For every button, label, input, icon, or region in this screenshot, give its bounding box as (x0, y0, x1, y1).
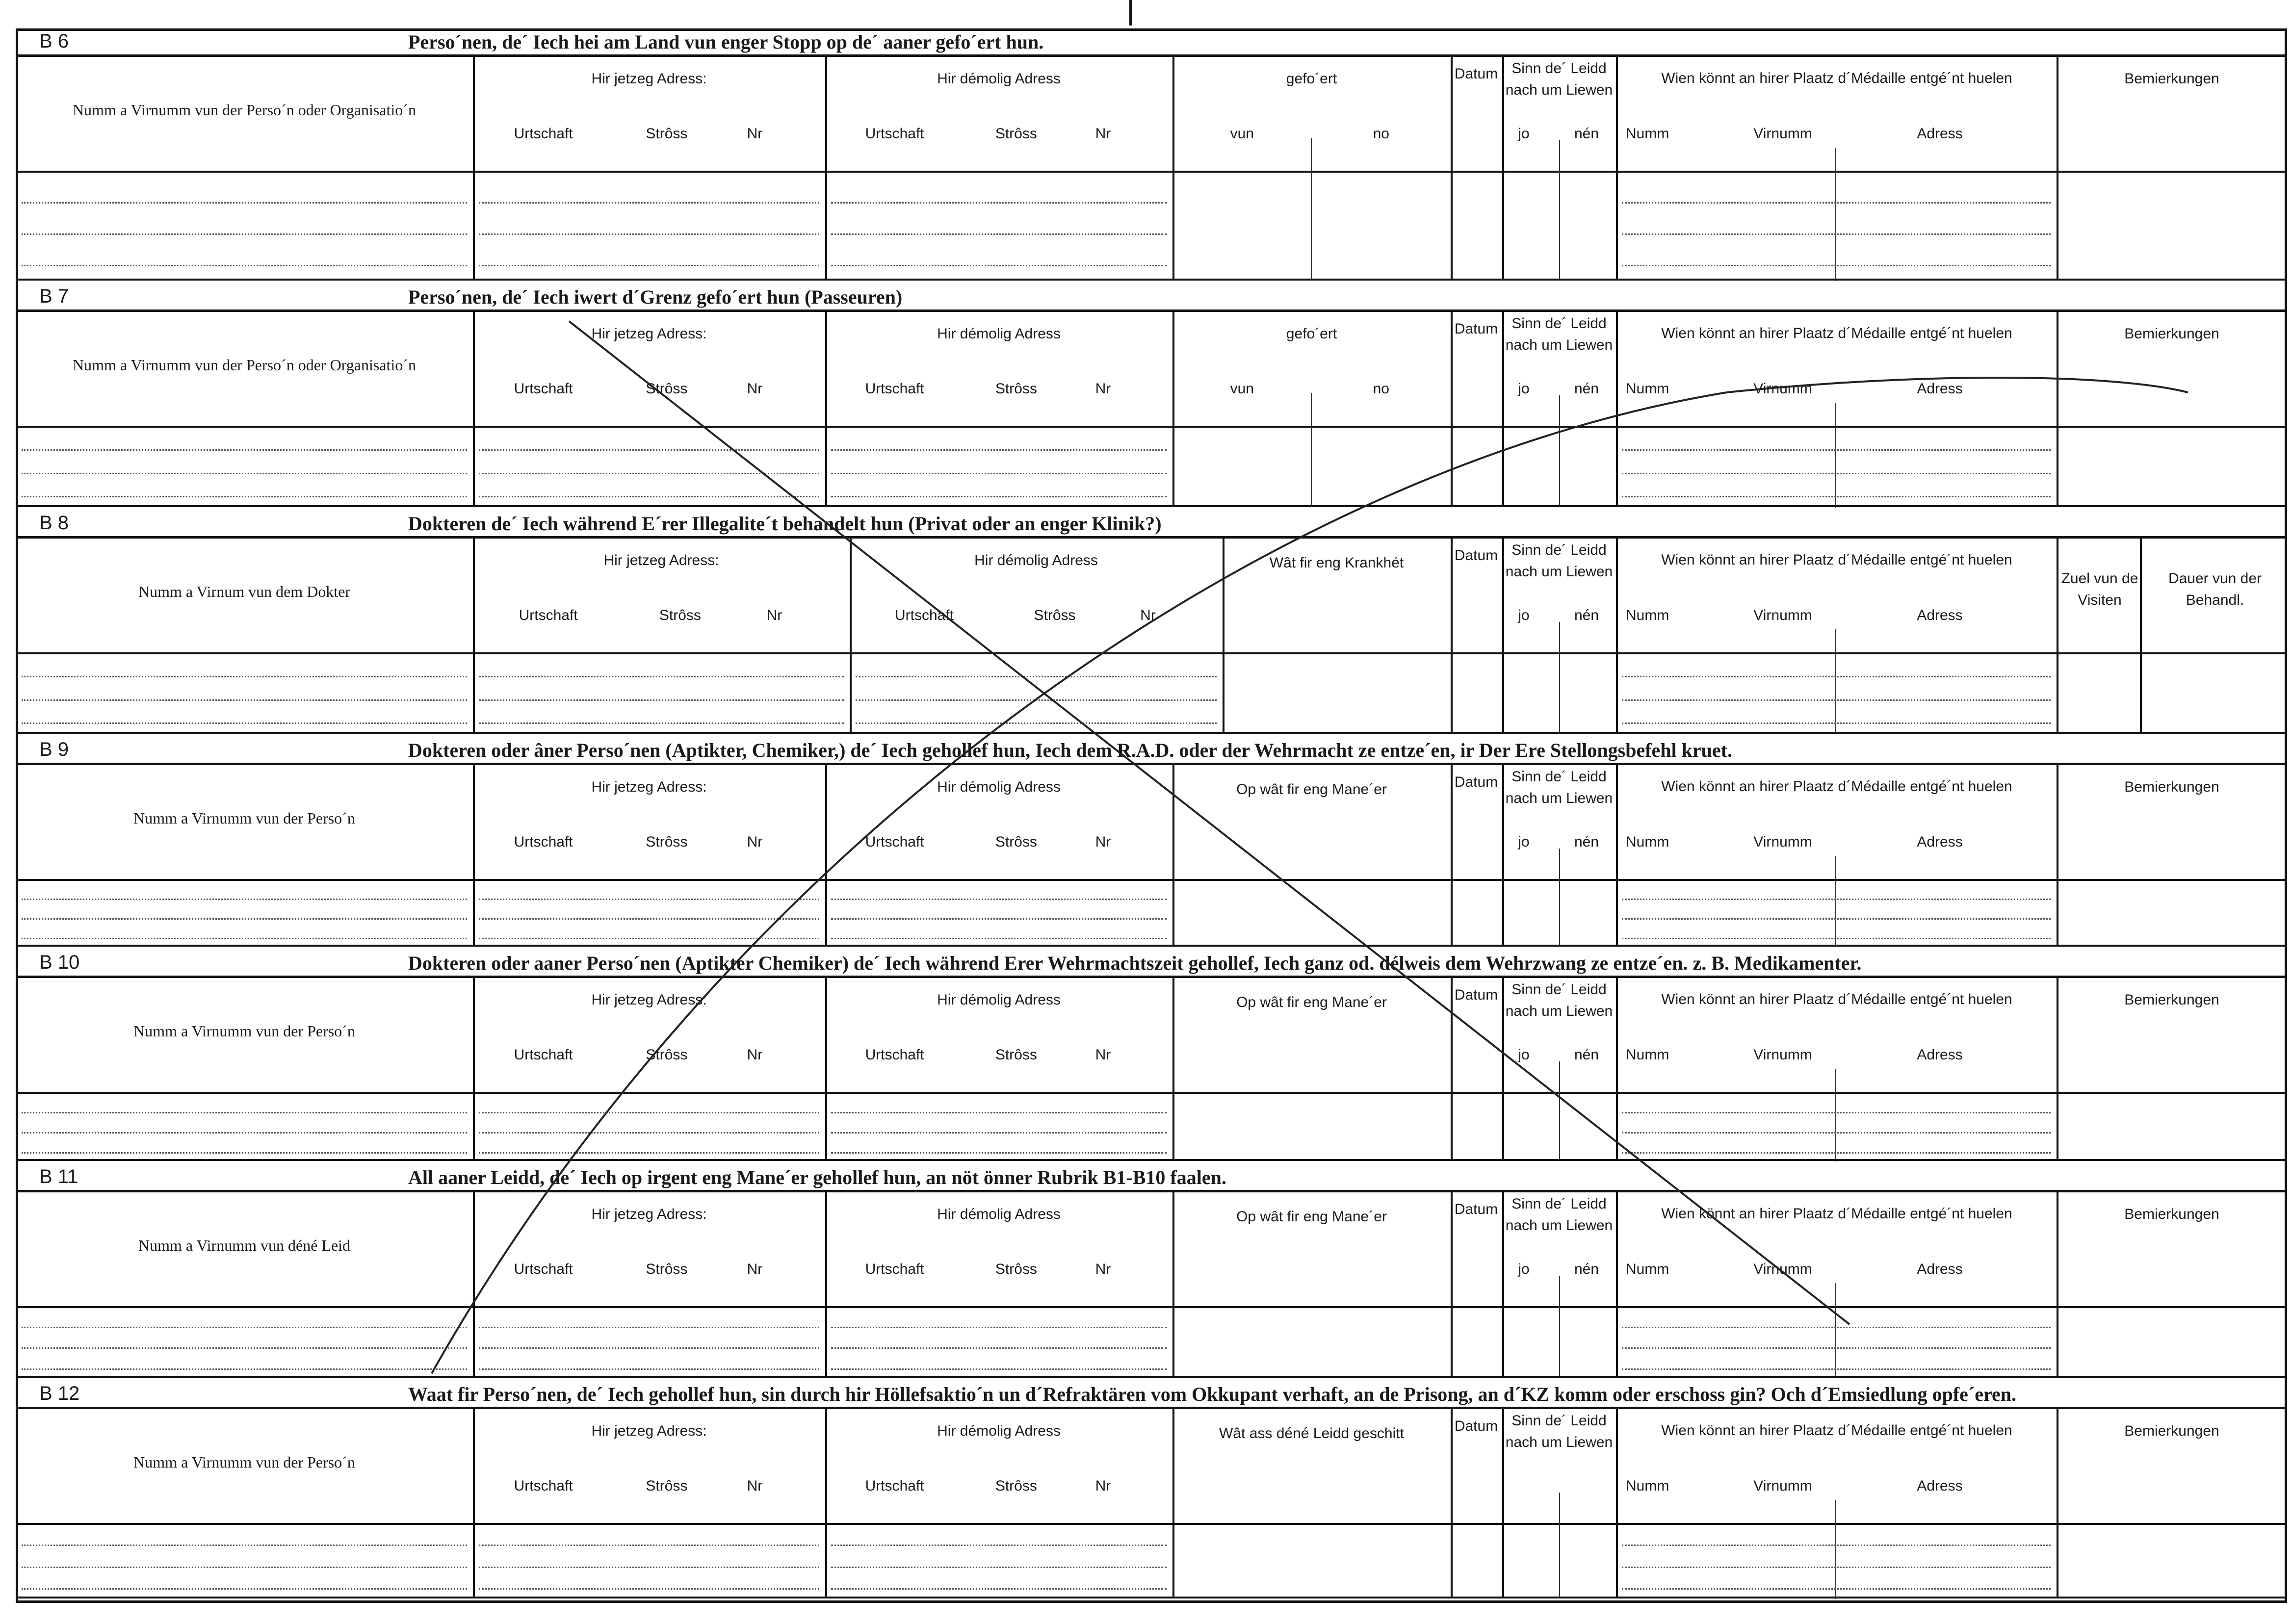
medal-address-label: Adress (1917, 381, 1963, 397)
date-column-header: Datum (1454, 547, 1498, 564)
former-address-street-label: Strôss (995, 381, 1037, 397)
current-address-number-label: Nr (766, 607, 782, 623)
section-id: B 10 (39, 952, 80, 973)
former-address-street-label: Strôss (995, 126, 1037, 142)
section-id: B 12 (39, 1383, 80, 1404)
col4-from-label: vun (1230, 126, 1254, 142)
former-address-number-label: Nr (1140, 607, 1156, 623)
medal-address-label: Adress (1917, 607, 1963, 623)
medal-column-header: Wien könnt an hirer Plaatz d´Médaille entgé´nt huelen (1661, 1422, 2012, 1439)
medal-column-header: Wien könnt an hirer Plaatz d´Médaille entgé´nt huelen (1661, 70, 2012, 86)
current-address-place-label: Urtschaft (519, 607, 578, 623)
alive-column-header: Sinn de´ Leidd nach um Liewen (1505, 981, 1613, 1019)
current-address-number-label: Nr (747, 1047, 763, 1063)
current-address-place-label: Urtschaft (514, 834, 573, 850)
name-column-header: Numm a Virnumm vun der Perso´n (133, 1022, 355, 1040)
col4-header: gefo´ert (1286, 326, 1337, 342)
current-address-street-label: Strôss (646, 126, 688, 142)
section-id: B 11 (39, 1166, 78, 1187)
medal-surname-label: Numm (1626, 607, 1669, 623)
date-column-header: Datum (1454, 1418, 1498, 1434)
section-id: B 8 (39, 512, 69, 534)
former-address-place-label: Urtschaft (865, 381, 924, 397)
current-address-number-label: Nr (747, 1478, 763, 1494)
col4-to-label: no (1373, 126, 1389, 142)
section-id: B 6 (39, 30, 69, 52)
medal-firstname-label: Virnumm (1753, 1261, 1812, 1277)
alive-column-header: Sinn de´ Leidd nach um Liewen (1505, 1196, 1613, 1234)
medal-surname-label: Numm (1626, 1047, 1669, 1063)
col4-from-label: vun (1230, 381, 1254, 397)
remarks-column-header: Bemierkungen (2124, 1423, 2219, 1439)
current-address-header: Hir jetzeg Adress: (591, 1423, 707, 1439)
medal-firstname-label: Virnumm (1753, 834, 1812, 850)
current-address-place-label: Urtschaft (514, 126, 573, 142)
former-address-street-label: Strôss (995, 834, 1037, 850)
date-column-header: Datum (1454, 321, 1498, 337)
current-address-street-label: Strôss (646, 381, 688, 397)
name-column-header: Numm a Virnumm vun der Perso´n oder Organisatio´n (73, 356, 416, 374)
alive-no-label: nén (1574, 834, 1599, 850)
medal-surname-label: Numm (1626, 834, 1669, 850)
alive-no-label: nén (1574, 381, 1599, 397)
medal-address-label: Adress (1917, 834, 1963, 850)
medal-column-header: Wien könnt an hirer Plaatz d´Médaille entgé´nt huelen (1661, 325, 2012, 341)
current-address-number-label: Nr (747, 126, 763, 142)
former-address-place-label: Urtschaft (865, 1478, 924, 1494)
visits-count-header: Zuel vun de Visiten (2061, 570, 2138, 608)
name-column-header: Numm a Virnumm vun der Perso´n (133, 1453, 355, 1471)
former-address-place-label: Urtschaft (865, 126, 924, 142)
col4-header: Wât ass déné Leidd geschitt (1219, 1425, 1404, 1442)
former-address-number-label: Nr (1095, 1261, 1111, 1277)
former-address-header: Hir démolig Adress (974, 552, 1098, 568)
current-address-street-label: Strôss (646, 1478, 688, 1494)
medal-firstname-label: Virnumm (1753, 607, 1812, 623)
former-address-street-label: Strôss (995, 1261, 1037, 1277)
medal-surname-label: Numm (1626, 1261, 1669, 1277)
current-address-number-label: Nr (747, 1261, 763, 1277)
col4-header: Wât fir eng Krankhét (1269, 555, 1404, 571)
name-column-header: Numm a Virnum vun dem Dokter (138, 583, 351, 600)
col4-header: gefo´ert (1286, 71, 1337, 87)
remarks-column-header: Bemierkungen (2124, 992, 2219, 1008)
diagonal-strike-line (569, 321, 1849, 1324)
alive-column-header: Sinn de´ Leidd nach um Liewen (1505, 60, 1613, 98)
current-address-header: Hir jetzeg Adress: (591, 326, 707, 342)
col4-header: Op wât fir eng Mane´er (1236, 1209, 1387, 1225)
name-column-header: Numm a Virnumm vun der Perso´n (133, 809, 355, 827)
remarks-column-header: Bemierkungen (2124, 1206, 2219, 1222)
remarks-column-header: Bemierkungen (2124, 326, 2219, 342)
current-address-header: Hir jetzeg Adress: (591, 992, 707, 1008)
date-column-header: Datum (1454, 1201, 1498, 1217)
date-column-header: Datum (1454, 987, 1498, 1003)
alive-yes-label: jo (1518, 1261, 1530, 1277)
alive-column-header: Sinn de´ Leidd nach um Liewen (1505, 542, 1613, 580)
current-address-street-label: Strôss (646, 1261, 688, 1277)
alive-column-header: Sinn de´ Leidd nach um Liewen (1505, 315, 1613, 353)
former-address-street-label: Strôss (995, 1047, 1037, 1063)
medal-address-label: Adress (1917, 1478, 1963, 1494)
former-address-header: Hir démolig Adress (937, 326, 1061, 342)
alive-no-label: nén (1574, 126, 1599, 142)
current-address-place-label: Urtschaft (514, 381, 573, 397)
medal-column-header: Wien könnt an hirer Plaatz d´Médaille entgé´nt huelen (1661, 552, 2012, 568)
former-address-header: Hir démolig Adress (937, 1206, 1061, 1222)
section-id: B 7 (39, 285, 69, 307)
name-column-header: Numm a Virnumm vun déné Leid (138, 1237, 351, 1254)
medal-firstname-label: Virnumm (1753, 126, 1812, 142)
former-address-header: Hir démolig Adress (937, 71, 1061, 87)
current-address-place-label: Urtschaft (514, 1261, 573, 1277)
section-title: Perso´nen, de´ Iech hei am Land vun enger Stopp op de´ aaner gefo´ert hun. (408, 31, 1044, 53)
current-address-place-label: Urtschaft (514, 1047, 573, 1063)
former-address-number-label: Nr (1095, 1047, 1111, 1063)
medal-firstname-label: Virnumm (1753, 1478, 1812, 1494)
former-address-header: Hir démolig Adress (937, 779, 1061, 795)
former-address-place-label: Urtschaft (865, 1047, 924, 1063)
former-address-number-label: Nr (1095, 381, 1111, 397)
section-title: All aaner Leidd, de´ Iech op irgent eng Mane´er gehollef hun, an nöt önner Rubrik B1-B10 faalen. (408, 1166, 1226, 1188)
former-address-place-label: Urtschaft (894, 607, 954, 623)
current-address-number-label: Nr (747, 381, 763, 397)
medal-firstname-label: Virnumm (1753, 1047, 1812, 1063)
col4-header: Op wât fir eng Mane´er (1236, 994, 1387, 1010)
col4-to-label: no (1373, 381, 1389, 397)
section-id: B 9 (39, 739, 69, 760)
medal-address-label: Adress (1917, 1261, 1963, 1277)
former-address-number-label: Nr (1095, 126, 1111, 142)
section-title: Dokteren oder aaner Perso´nen (Aptikter Chemiker) de´ Iech während Erer Wehrmachtszeit gehollef, Iech ganz od. délweis dem Wehrzwang ze entze´en. z. B. Medikamenter. (408, 952, 1862, 974)
alive-yes-label: jo (1518, 381, 1530, 397)
current-address-header: Hir jetzeg Adress: (591, 1206, 707, 1222)
current-address-header: Hir jetzeg Adress: (591, 779, 707, 795)
section-title: Dokteren oder âner Perso´nen (Aptikter, Chemiker,) de´ Iech gehollef hun, Iech dem R.A.D. oder der Wehrmacht ze entze´en, ir Der Ere Stellongsbefehl kruet. (408, 739, 1732, 761)
current-address-street-label: Strôss (659, 607, 701, 623)
former-address-street-label: Strôss (1034, 607, 1076, 623)
name-column-header: Numm a Virnumm vun der Perso´n oder Organisatio´n (73, 101, 416, 119)
current-address-street-label: Strôss (646, 1047, 688, 1063)
medal-surname-label: Numm (1626, 126, 1669, 142)
former-address-place-label: Urtschaft (865, 1261, 924, 1277)
medal-column-header: Wien könnt an hirer Plaatz d´Médaille entgé´nt huelen (1661, 778, 2012, 795)
former-address-header: Hir démolig Adress (937, 992, 1061, 1008)
remarks-column-header: Bemierkungen (2124, 779, 2219, 795)
medal-address-label: Adress (1917, 126, 1963, 142)
section-title: Dokteren de´ Iech während E´rer Illegalite´t behandelt hun (Privat oder an enger Klinik?) (408, 513, 1162, 535)
current-address-place-label: Urtschaft (514, 1478, 573, 1494)
alive-yes-label: jo (1518, 126, 1530, 142)
medal-firstname-label: Virnumm (1753, 381, 1812, 397)
alive-column-header: Sinn de´ Leidd nach um Liewen (1505, 1413, 1613, 1450)
former-address-number-label: Nr (1095, 1478, 1111, 1494)
alive-no-label: nén (1574, 1047, 1599, 1063)
current-address-header: Hir jetzeg Adress: (603, 552, 719, 568)
medal-address-label: Adress (1917, 1047, 1963, 1063)
medal-surname-label: Numm (1626, 1478, 1669, 1494)
alive-column-header: Sinn de´ Leidd nach um Liewen (1505, 769, 1613, 806)
alive-yes-label: jo (1518, 834, 1530, 850)
current-address-street-label: Strôss (646, 834, 688, 850)
current-address-number-label: Nr (747, 834, 763, 850)
medal-column-header: Wien könnt an hirer Plaatz d´Médaille entgé´nt huelen (1661, 991, 2012, 1007)
former-address-number-label: Nr (1095, 834, 1111, 850)
date-column-header: Datum (1454, 774, 1498, 790)
alive-yes-label: jo (1518, 1047, 1530, 1063)
former-address-street-label: Strôss (995, 1478, 1037, 1494)
alive-no-label: nén (1574, 1261, 1599, 1277)
medal-surname-label: Numm (1626, 381, 1669, 397)
treatment-duration-header: Dauer vun der Behandl. (2168, 570, 2262, 608)
medal-column-header: Wien könnt an hirer Plaatz d´Médaille entgé´nt huelen (1661, 1206, 2012, 1222)
current-address-header: Hir jetzeg Adress: (591, 71, 707, 87)
col4-header: Op wât fir eng Mane´er (1236, 781, 1387, 798)
alive-yes-label: jo (1518, 607, 1530, 623)
curved-strike-line (432, 378, 2188, 1373)
section-title: Perso´nen, de´ Iech iwert d´Grenz gefo´ert hun (Passeuren) (408, 286, 903, 308)
remarks-column-header: Bemierkungen (2124, 71, 2219, 87)
alive-no-label: nén (1574, 607, 1599, 623)
former-address-place-label: Urtschaft (865, 834, 924, 850)
former-address-header: Hir démolig Adress (937, 1423, 1061, 1439)
section-title: Waat fir Perso´nen, de´ Iech gehollef hun, sin durch hir Höllefsaktio´n un d´Refraktären vom Okkupant verhaft, an de Prisong, an d´KZ komm oder erschoss gin? Och d´Emsiedlung opfe´eren. (408, 1383, 2016, 1405)
date-column-header: Datum (1454, 66, 1498, 82)
